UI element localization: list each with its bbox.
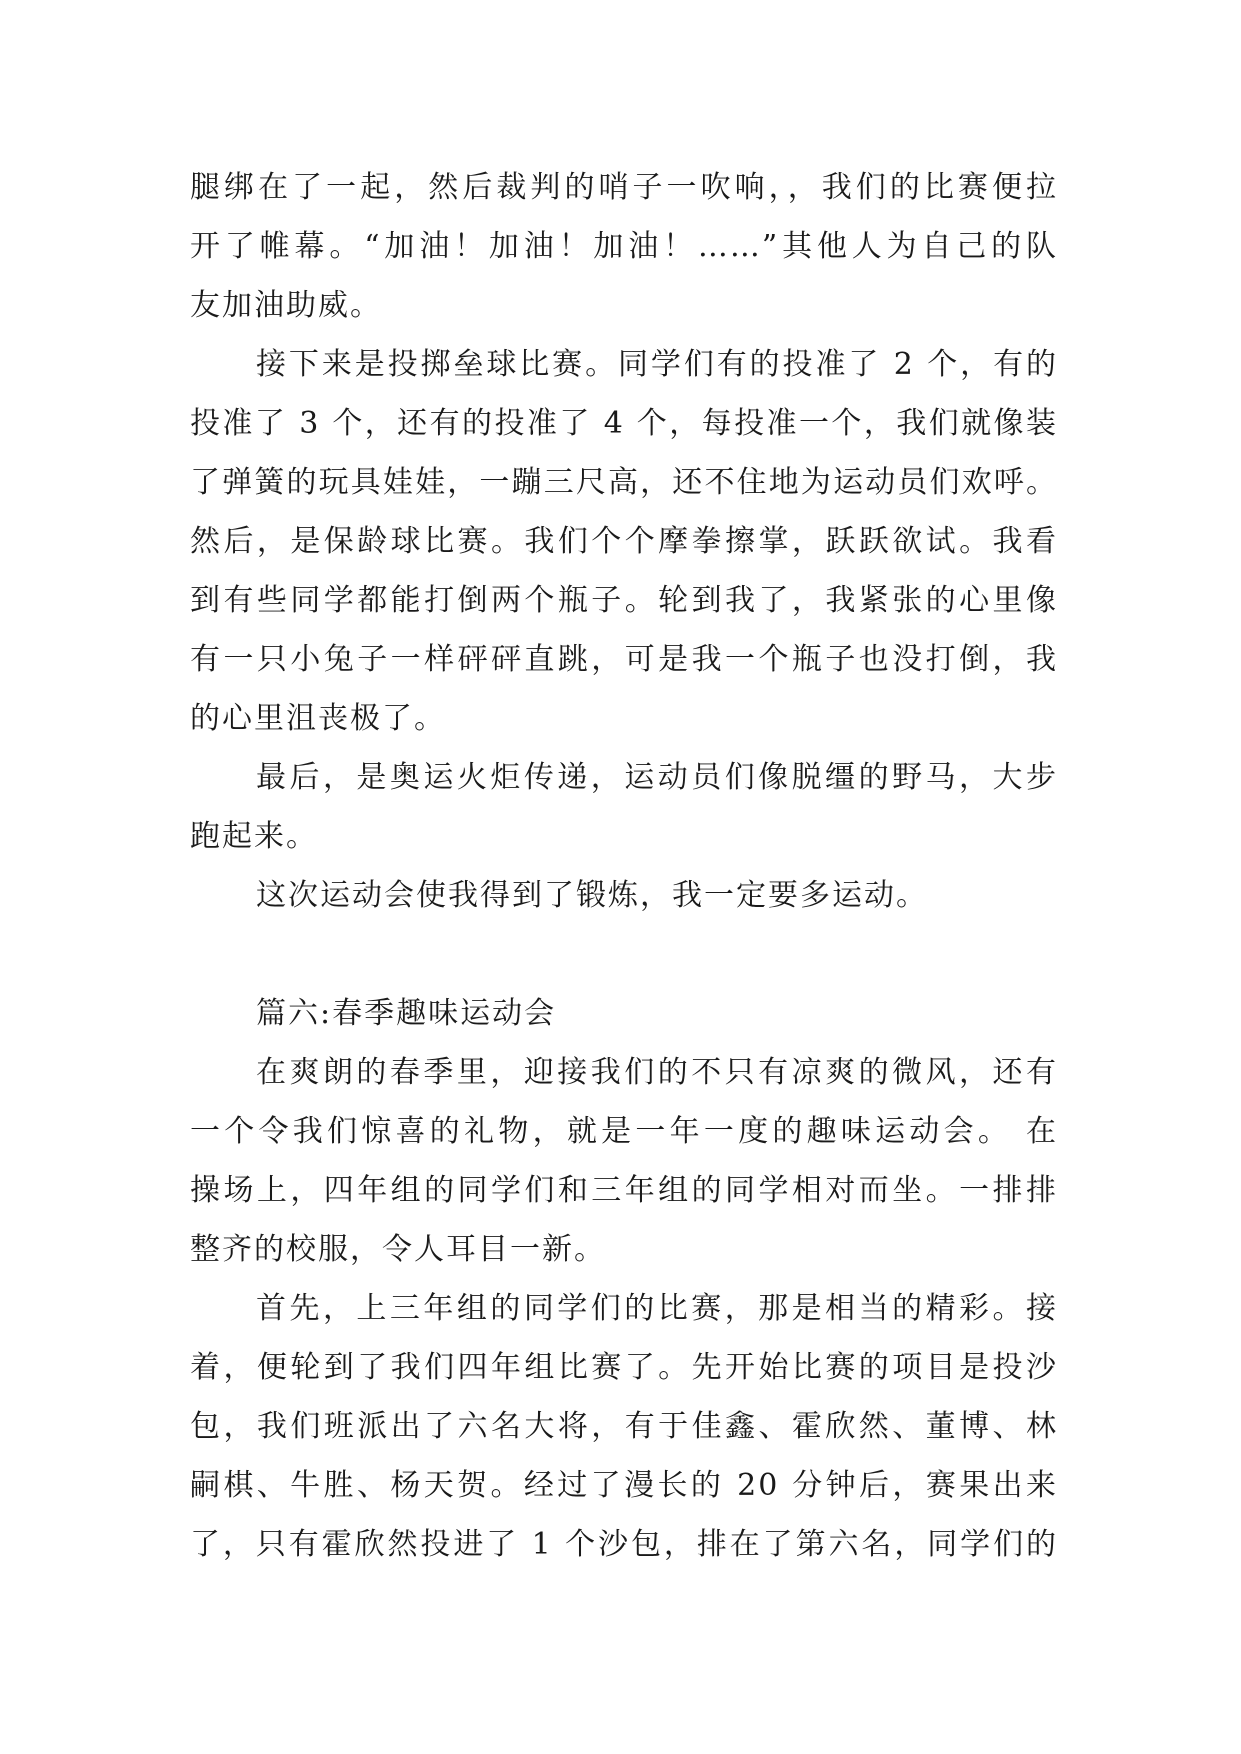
paragraph-2 — [190, 335, 1058, 748]
text-line: 友加油助威。 — [190, 288, 382, 323]
document-body — [190, 158, 1058, 1574]
text-line: 投准了 3 个，还有的投准了 4 个，每投准一个，我们就像装 — [190, 406, 1058, 441]
text-line: 着，便轮到了我们四年组比赛了。先开始比赛的项目是投沙 — [190, 1350, 1058, 1385]
text-line: 这次运动会使我得到了锻炼，我一定要多运动。 — [256, 878, 928, 913]
text-line: 了弹簧的玩具娃娃，一蹦三尺高，还不住地为运动员们欢呼。 — [190, 465, 1058, 500]
text-line: 操场上，四年组的同学们和三年组的同学相对而坐。一排排 — [190, 1173, 1058, 1208]
section-title: 篇六:春季趣味运动会 — [256, 996, 557, 1031]
paragraph-1 — [190, 158, 1058, 335]
text-line: 跑起来。 — [190, 819, 318, 854]
text-line: 包，我们班派出了六名大将，有于佳鑫、霍欣然、董博、林 — [190, 1409, 1058, 1444]
section-spacer — [190, 925, 1058, 984]
text-line: 整齐的校服，令人耳目一新。 — [190, 1232, 606, 1267]
text-line: 腿绑在了一起，然后裁判的哨子一吹响，，我们的比赛便拉 — [190, 170, 1058, 205]
text-line: 有一只小兔子一样砰砰直跳，可是我一个瓶子也没打倒，我 — [190, 642, 1058, 677]
text-line: 一个令我们惊喜的礼物，就是一年一度的趣味运动会。 在 — [190, 1114, 1058, 1149]
text-line: 接下来是投掷垒球比赛。同学们有的投准了 2 个，有的 — [256, 347, 1058, 382]
text-line: 嗣棋、牛胜、杨天贺。经过了漫长的 20 分钟后，赛果出来 — [190, 1468, 1058, 1503]
text-line: 到有些同学都能打倒两个瓶子。轮到我了，我紧张的心里像 — [190, 583, 1058, 618]
text-line: 最后，是奥运火炬传递，运动员们像脱缰的野马，大步 — [256, 760, 1058, 795]
text-line: 在爽朗的春季里，迎接我们的不只有凉爽的微风，还有 — [256, 1055, 1058, 1090]
paragraph-3 — [190, 748, 1058, 866]
text-line: 了，只有霍欣然投进了 1 个沙包，排在了第六名，同学们的 — [190, 1527, 1058, 1562]
text-line: 首先，上三年组的同学们的比赛，那是相当的精彩。接 — [256, 1291, 1058, 1326]
text-line: 开了帷幕。“加油！加油！加油！……”其他人为自己的队 — [190, 229, 1058, 264]
section-paragraph-1 — [190, 1043, 1058, 1279]
text-line: 的心里沮丧极了。 — [190, 701, 446, 736]
paragraph-4 — [190, 866, 1058, 925]
section-paragraph-2 — [190, 1279, 1058, 1574]
text-line: 然后，是保龄球比赛。我们个个摩拳擦掌，跃跃欲试。我看 — [190, 524, 1058, 559]
